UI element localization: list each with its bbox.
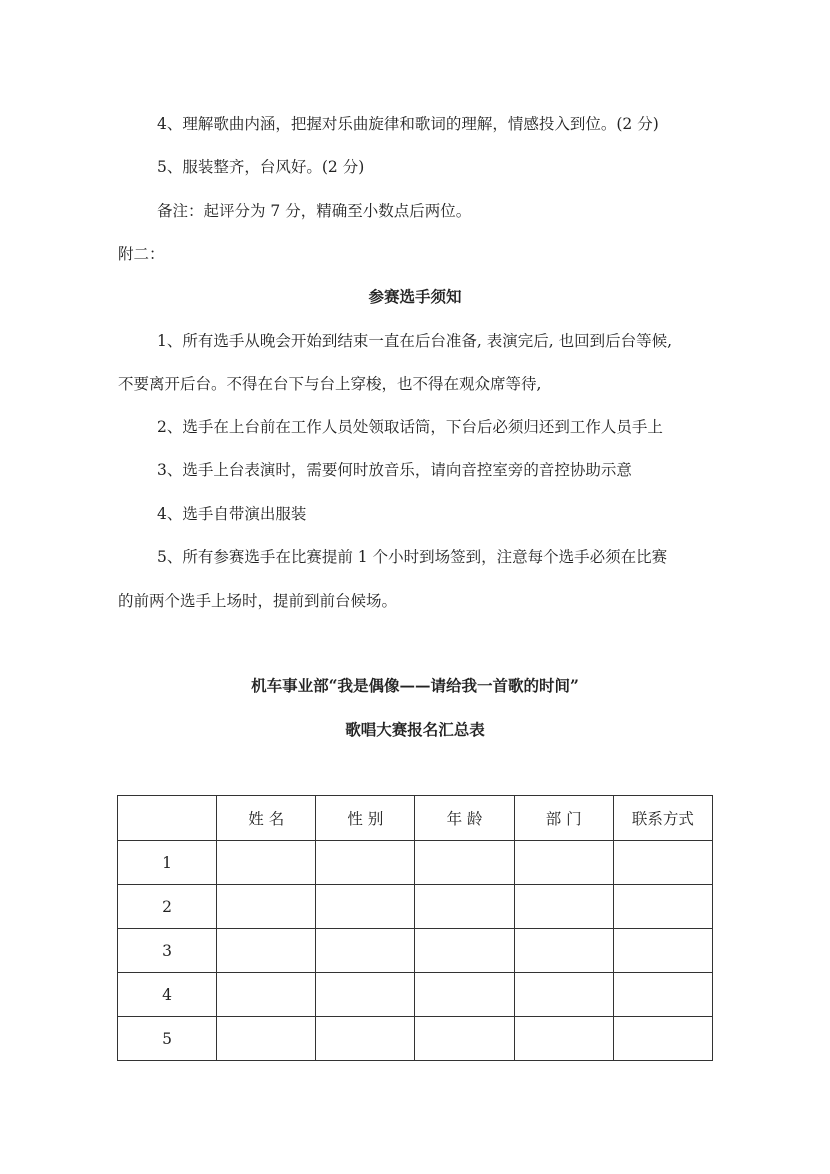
table-header-row [118, 796, 713, 841]
appendix-label: 附二： [118, 245, 165, 263]
header-cell: 部 门 [514, 796, 613, 841]
row-number: 1 [118, 841, 217, 885]
notice-line: 1、所有选手从晚会开始到结束一直在后台准备, 表演完后, 也回到后台等候, [157, 332, 672, 350]
cell [613, 973, 712, 1017]
cell [415, 841, 514, 885]
cell [217, 885, 316, 929]
criterion-4: 4、理解歌曲内涵，把握对乐曲旋律和歌词的理解，情感投入到位。(2 分) [157, 115, 659, 133]
table-row [118, 929, 713, 973]
cell [415, 1017, 514, 1061]
cell [217, 929, 316, 973]
cell [415, 885, 514, 929]
criteria-note: 备注：起评分为 7 分，精确至小数点后两位。 [157, 202, 472, 220]
row-number: 2 [118, 885, 217, 929]
cell [514, 841, 613, 885]
registration-table [117, 795, 713, 1061]
cell [514, 973, 613, 1017]
row-number: 3 [118, 929, 217, 973]
cell [316, 885, 415, 929]
header-cell: 联系方式 [613, 796, 712, 841]
cell [613, 841, 712, 885]
table-row [118, 841, 713, 885]
notice-line: 3、选手上台表演时，需要何时放音乐，请向音控室旁的音控协助示意 [157, 461, 632, 479]
header-cell: 年 龄 [415, 796, 514, 841]
notice-line: 的前两个选手上场时，提前到前台候场。 [118, 592, 398, 610]
cell [217, 973, 316, 1017]
cell [217, 841, 316, 885]
notice-line: 不要离开后台。不得在台下与台上穿梭，也不得在观众席等待, [118, 375, 542, 393]
cell [415, 929, 514, 973]
cell [613, 1017, 712, 1061]
table-row [118, 885, 713, 929]
table-row [118, 1017, 713, 1061]
row-number: 5 [118, 1017, 217, 1061]
cell [316, 841, 415, 885]
cell [316, 1017, 415, 1061]
criterion-5: 5、服装整齐，台风好。(2 分) [157, 158, 365, 176]
table-row [118, 973, 713, 1017]
notice-line: 2、选手在上台前在工作人员处领取话筒，下台后必须归还到工作人员手上 [157, 418, 663, 436]
cell [514, 929, 613, 973]
form-title: 机车事业部“我是偶像——请给我一首歌的时间” [251, 676, 579, 695]
notice-line: 5、所有参赛选手在比赛提前 1 个小时到场签到，注意每个选手必须在比赛 [157, 548, 668, 566]
header-cell [118, 796, 217, 841]
header-cell: 姓 名 [217, 796, 316, 841]
cell [217, 1017, 316, 1061]
cell [415, 973, 514, 1017]
notice-title: 参赛选手须知 [368, 287, 462, 306]
row-number: 4 [118, 973, 217, 1017]
form-subtitle: 歌唱大赛报名汇总表 [345, 720, 485, 739]
cell [613, 929, 712, 973]
cell [514, 885, 613, 929]
header-cell: 性 别 [316, 796, 415, 841]
cell [514, 1017, 613, 1061]
cell [316, 973, 415, 1017]
cell [613, 885, 712, 929]
notice-line: 4、选手自带演出服装 [157, 505, 307, 523]
cell [316, 929, 415, 973]
